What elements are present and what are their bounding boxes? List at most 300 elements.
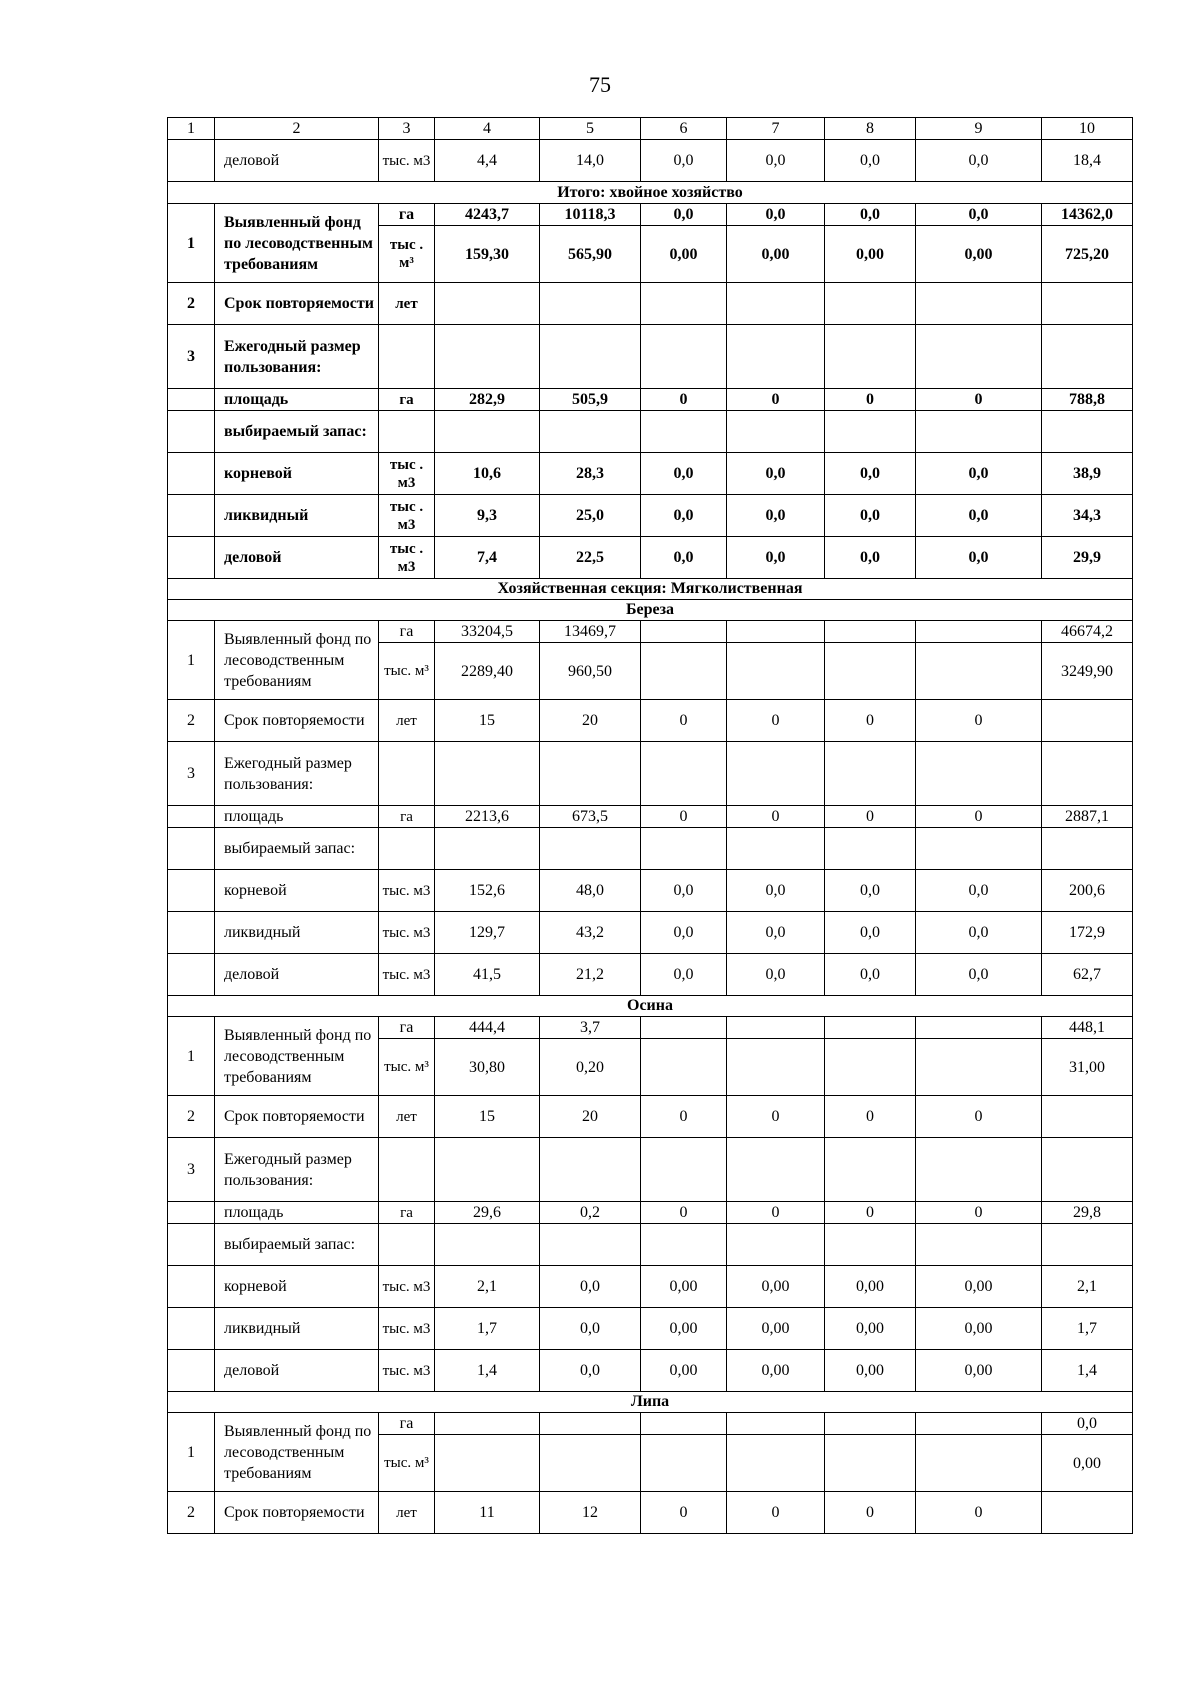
row-number: 2	[168, 700, 215, 742]
value-cell: 0	[825, 806, 916, 828]
unit-cell: тыс . м3	[379, 537, 435, 579]
value-cell: 0,0	[825, 204, 916, 226]
value-cell: 9,3	[435, 495, 540, 537]
table-row	[168, 453, 1133, 495]
value-cell: 0	[916, 389, 1042, 411]
row-number	[168, 1308, 215, 1350]
value-cell: 0,00	[916, 1350, 1042, 1392]
value-cell: 673,5	[540, 806, 641, 828]
section-title: Береза	[168, 600, 1133, 621]
value-cell: 0,0	[727, 912, 825, 954]
value-cell: 30,80	[435, 1039, 540, 1096]
header-cell: 2	[215, 118, 379, 140]
value-cell: 7,4	[435, 537, 540, 579]
value-cell: 1,7	[1042, 1308, 1133, 1350]
section-row	[168, 996, 1133, 1017]
value-cell: 21,2	[540, 954, 641, 996]
value-cell	[825, 1138, 916, 1202]
row-name: Ежегодный размер пользования:	[215, 325, 379, 389]
row-name: корневой	[215, 1266, 379, 1308]
value-cell	[641, 1138, 727, 1202]
value-cell	[727, 1138, 825, 1202]
value-cell	[825, 828, 916, 870]
row-name: Срок повторяемости	[215, 283, 379, 325]
value-cell: 4,4	[435, 140, 540, 182]
unit-cell: га	[379, 204, 435, 226]
unit-cell: тыс. м3	[379, 140, 435, 182]
row-number	[168, 1202, 215, 1224]
value-cell	[1042, 1096, 1133, 1138]
value-cell: 0,0	[641, 954, 727, 996]
row-name: деловой	[215, 954, 379, 996]
row-number	[168, 389, 215, 411]
value-cell: 0	[727, 806, 825, 828]
value-cell: 0,00	[825, 1308, 916, 1350]
table-row	[168, 700, 1133, 742]
value-cell: 0,0	[825, 495, 916, 537]
unit-cell	[379, 325, 435, 389]
value-cell: 0,0	[916, 140, 1042, 182]
value-cell	[916, 325, 1042, 389]
header-cell: 4	[435, 118, 540, 140]
value-cell	[435, 411, 540, 453]
value-cell: 448,1	[1042, 1017, 1133, 1039]
value-cell	[825, 742, 916, 806]
table-row	[168, 1202, 1133, 1224]
row-name: корневой	[215, 870, 379, 912]
value-cell	[916, 1017, 1042, 1039]
unit-cell: лет	[379, 283, 435, 325]
unit-cell: га	[379, 621, 435, 643]
value-cell	[540, 828, 641, 870]
unit-cell	[379, 742, 435, 806]
value-cell	[1042, 742, 1133, 806]
value-cell: 2289,40	[435, 643, 540, 700]
header-cell: 8	[825, 118, 916, 140]
value-cell: 0,00	[825, 1266, 916, 1308]
value-cell: 14,0	[540, 140, 641, 182]
row-number	[168, 140, 215, 182]
header-cell: 7	[727, 118, 825, 140]
value-cell: 18,4	[1042, 140, 1133, 182]
value-cell: 43,2	[540, 912, 641, 954]
value-cell: 48,0	[540, 870, 641, 912]
value-cell: 0,0	[641, 140, 727, 182]
fund-row	[168, 1017, 1133, 1039]
unit-cell	[379, 411, 435, 453]
value-cell	[727, 742, 825, 806]
value-cell	[540, 1138, 641, 1202]
value-cell	[435, 1224, 540, 1266]
section-title: Липа	[168, 1392, 1133, 1413]
value-cell	[641, 1413, 727, 1435]
value-cell: 0,0	[641, 495, 727, 537]
value-cell	[540, 1224, 641, 1266]
row-name: Срок повторяемости	[215, 1096, 379, 1138]
value-cell	[825, 621, 916, 643]
table-row	[168, 912, 1133, 954]
value-cell	[727, 1435, 825, 1492]
section-row	[168, 600, 1133, 621]
value-cell: 0,0	[641, 453, 727, 495]
value-cell: 0,0	[727, 537, 825, 579]
header-row	[168, 118, 1133, 140]
table-row	[168, 495, 1133, 537]
section-title: Итого: хвойное хозяйство	[168, 182, 1133, 204]
unit-cell: тыс. м3	[379, 870, 435, 912]
row-number: 2	[168, 1492, 215, 1534]
row-number: 1	[168, 1017, 215, 1096]
value-cell: 0,0	[825, 954, 916, 996]
value-cell	[435, 1138, 540, 1202]
value-cell: 3249,90	[1042, 643, 1133, 700]
value-cell: 29,9	[1042, 537, 1133, 579]
value-cell: 0,0	[825, 537, 916, 579]
value-cell	[727, 1017, 825, 1039]
value-cell	[916, 1224, 1042, 1266]
value-cell: 0	[825, 1202, 916, 1224]
value-cell: 0,00	[916, 226, 1042, 283]
value-cell: 11	[435, 1492, 540, 1534]
value-cell	[641, 1435, 727, 1492]
table-row	[168, 1350, 1133, 1392]
row-name: выбираемый запас:	[215, 1224, 379, 1266]
value-cell: 0	[727, 1492, 825, 1534]
unit-cell: га	[379, 1413, 435, 1435]
value-cell: 12	[540, 1492, 641, 1534]
value-cell	[916, 1413, 1042, 1435]
table-row	[168, 742, 1133, 806]
value-cell: 200,6	[1042, 870, 1133, 912]
unit-cell	[379, 828, 435, 870]
row-number	[168, 1350, 215, 1392]
value-cell: 565,90	[540, 226, 641, 283]
value-cell: 0,00	[641, 1350, 727, 1392]
value-cell	[727, 1039, 825, 1096]
unit-cell: тыс. м3	[379, 912, 435, 954]
unit-cell: га	[379, 389, 435, 411]
row-name: корневой	[215, 453, 379, 495]
header-cell: 6	[641, 118, 727, 140]
value-cell	[1042, 325, 1133, 389]
value-cell	[916, 411, 1042, 453]
value-cell: 0	[641, 1202, 727, 1224]
value-cell: 444,4	[435, 1017, 540, 1039]
value-cell	[1042, 1138, 1133, 1202]
value-cell	[641, 643, 727, 700]
value-cell: 14362,0	[1042, 204, 1133, 226]
value-cell: 46674,2	[1042, 621, 1133, 643]
value-cell	[1042, 700, 1133, 742]
table-row	[168, 537, 1133, 579]
row-name: Ежегодный размер пользования:	[215, 742, 379, 806]
row-name: деловой	[215, 1350, 379, 1392]
row-number	[168, 1224, 215, 1266]
unit-cell: тыс. м3	[379, 1266, 435, 1308]
value-cell: 0	[916, 1202, 1042, 1224]
value-cell: 0	[641, 806, 727, 828]
header-cell: 5	[540, 118, 641, 140]
value-cell: 0,0	[825, 870, 916, 912]
value-cell: 0,0	[727, 204, 825, 226]
row-number: 1	[168, 204, 215, 283]
value-cell	[540, 1413, 641, 1435]
row-name: выбираемый запас:	[215, 411, 379, 453]
fund-row	[168, 621, 1133, 643]
value-cell: 28,3	[540, 453, 641, 495]
value-cell: 0,00	[727, 226, 825, 283]
header-cell: 10	[1042, 118, 1133, 140]
value-cell	[727, 283, 825, 325]
value-cell: 0,00	[916, 1308, 1042, 1350]
value-cell: 10118,3	[540, 204, 641, 226]
value-cell: 725,20	[1042, 226, 1133, 283]
row-name: Выявленный фонд по лесоводственным требованиям	[215, 1413, 379, 1492]
row-number: 2	[168, 283, 215, 325]
value-cell	[641, 411, 727, 453]
value-cell: 0,0	[1042, 1413, 1133, 1435]
value-cell	[641, 1224, 727, 1266]
value-cell	[641, 621, 727, 643]
value-cell: 0,0	[916, 204, 1042, 226]
value-cell	[540, 742, 641, 806]
value-cell: 29,6	[435, 1202, 540, 1224]
value-cell	[435, 828, 540, 870]
value-cell: 0,0	[825, 140, 916, 182]
value-cell: 0	[916, 1492, 1042, 1534]
value-cell: 0,0	[540, 1350, 641, 1392]
value-cell: 152,6	[435, 870, 540, 912]
value-cell: 3,7	[540, 1017, 641, 1039]
value-cell	[435, 1413, 540, 1435]
value-cell: 0	[916, 1096, 1042, 1138]
table-row	[168, 1224, 1133, 1266]
value-cell: 0	[916, 806, 1042, 828]
value-cell	[825, 1039, 916, 1096]
row-name: Срок повторяемости	[215, 700, 379, 742]
row-number: 3	[168, 742, 215, 806]
value-cell: 0,0	[916, 954, 1042, 996]
value-cell: 505,9	[540, 389, 641, 411]
forest-use-table	[167, 117, 1133, 1534]
value-cell: 0,00	[641, 1308, 727, 1350]
table-row	[168, 283, 1133, 325]
table-row	[168, 806, 1133, 828]
value-cell	[727, 325, 825, 389]
value-cell: 0,0	[916, 495, 1042, 537]
value-cell: 2887,1	[1042, 806, 1133, 828]
value-cell	[641, 1017, 727, 1039]
header-cell: 1	[168, 118, 215, 140]
value-cell	[825, 1413, 916, 1435]
value-cell	[435, 1435, 540, 1492]
value-cell: 10,6	[435, 453, 540, 495]
value-cell: 0	[825, 700, 916, 742]
value-cell: 0,0	[825, 912, 916, 954]
row-name: Выявленный фонд по лесоводственным требованиям	[215, 621, 379, 700]
value-cell: 0,0	[727, 453, 825, 495]
value-cell: 0	[825, 1492, 916, 1534]
row-number: 3	[168, 1138, 215, 1202]
row-number: 2	[168, 1096, 215, 1138]
value-cell	[916, 1039, 1042, 1096]
value-cell: 41,5	[435, 954, 540, 996]
value-cell: 0	[641, 389, 727, 411]
value-cell	[727, 643, 825, 700]
value-cell	[916, 621, 1042, 643]
fund-row	[168, 204, 1133, 226]
value-cell: 0	[727, 1096, 825, 1138]
value-cell: 0,00	[825, 1350, 916, 1392]
value-cell: 159,30	[435, 226, 540, 283]
value-cell	[825, 1435, 916, 1492]
unit-cell: лет	[379, 1492, 435, 1534]
value-cell: 282,9	[435, 389, 540, 411]
value-cell: 0,0	[916, 870, 1042, 912]
header-cell: 3	[379, 118, 435, 140]
row-number: 1	[168, 621, 215, 700]
value-cell	[540, 411, 641, 453]
value-cell	[916, 643, 1042, 700]
row-name: ликвидный	[215, 495, 379, 537]
unit-cell: тыс. м³	[379, 643, 435, 700]
section-title: Хозяйственная секция: Мягколиственная	[168, 579, 1133, 600]
header-cell: 9	[916, 118, 1042, 140]
value-cell	[435, 325, 540, 389]
unit-cell: га	[379, 806, 435, 828]
value-cell	[641, 828, 727, 870]
value-cell: 0,0	[540, 1266, 641, 1308]
value-cell	[825, 1017, 916, 1039]
row-name: деловой	[215, 537, 379, 579]
value-cell	[825, 283, 916, 325]
value-cell	[916, 283, 1042, 325]
value-cell: 0	[727, 389, 825, 411]
row-name: Срок повторяемости	[215, 1492, 379, 1534]
value-cell	[825, 643, 916, 700]
value-cell	[916, 828, 1042, 870]
value-cell: 0	[641, 1096, 727, 1138]
value-cell: 0,00	[825, 226, 916, 283]
table-row	[168, 954, 1133, 996]
row-number	[168, 828, 215, 870]
value-cell: 960,50	[540, 643, 641, 700]
value-cell: 1,4	[435, 1350, 540, 1392]
value-cell: 2213,6	[435, 806, 540, 828]
value-cell	[641, 325, 727, 389]
unit-cell	[379, 1138, 435, 1202]
value-cell	[825, 325, 916, 389]
table-row	[168, 1492, 1133, 1534]
row-name: Выявленный фонд по лесоводственным требованиям	[215, 204, 379, 283]
row-name: ликвидный	[215, 912, 379, 954]
value-cell: 0,2	[540, 1202, 641, 1224]
value-cell: 0	[727, 1202, 825, 1224]
value-cell: 0,0	[540, 1308, 641, 1350]
value-cell	[1042, 828, 1133, 870]
value-cell: 0,0	[641, 870, 727, 912]
value-cell	[727, 621, 825, 643]
value-cell: 0,00	[641, 1266, 727, 1308]
value-cell	[1042, 283, 1133, 325]
row-number	[168, 537, 215, 579]
value-cell: 0,00	[727, 1350, 825, 1392]
value-cell: 31,00	[1042, 1039, 1133, 1096]
row-name: деловой	[215, 140, 379, 182]
value-cell: 25,0	[540, 495, 641, 537]
table-row	[168, 1308, 1133, 1350]
row-name: выбираемый запас:	[215, 828, 379, 870]
table-row	[168, 1138, 1133, 1202]
row-number	[168, 954, 215, 996]
unit-cell: тыс. м3	[379, 1350, 435, 1392]
unit-cell	[379, 1224, 435, 1266]
unit-cell: тыс. м³	[379, 1039, 435, 1096]
value-cell	[641, 1039, 727, 1096]
value-cell	[727, 1413, 825, 1435]
value-cell: 0,20	[540, 1039, 641, 1096]
value-cell	[641, 283, 727, 325]
value-cell	[540, 1435, 641, 1492]
value-cell: 0,0	[641, 204, 727, 226]
value-cell: 788,8	[1042, 389, 1133, 411]
value-cell	[435, 283, 540, 325]
value-cell: 20	[540, 1096, 641, 1138]
row-number	[168, 912, 215, 954]
unit-cell: га	[379, 1202, 435, 1224]
fund-row	[168, 1413, 1133, 1435]
row-number: 1	[168, 1413, 215, 1492]
section-title: Осина	[168, 996, 1133, 1017]
value-cell: 0,00	[1042, 1435, 1133, 1492]
row-number	[168, 870, 215, 912]
unit-cell: тыс . м3	[379, 453, 435, 495]
row-number: 3	[168, 325, 215, 389]
value-cell	[540, 283, 641, 325]
table-row	[168, 828, 1133, 870]
table-row	[168, 389, 1133, 411]
value-cell: 0	[641, 700, 727, 742]
value-cell: 0,0	[727, 140, 825, 182]
value-cell	[916, 1138, 1042, 1202]
value-cell: 0,00	[641, 226, 727, 283]
value-cell: 22,5	[540, 537, 641, 579]
table-row	[168, 140, 1133, 182]
row-number	[168, 1266, 215, 1308]
row-number	[168, 495, 215, 537]
section-row	[168, 579, 1133, 600]
value-cell: 0,0	[641, 537, 727, 579]
unit-cell: лет	[379, 1096, 435, 1138]
unit-cell: тыс. м3	[379, 954, 435, 996]
value-cell	[727, 828, 825, 870]
row-number	[168, 453, 215, 495]
value-cell: 0,0	[916, 912, 1042, 954]
table-row	[168, 411, 1133, 453]
value-cell: 34,3	[1042, 495, 1133, 537]
value-cell: 1,4	[1042, 1350, 1133, 1392]
value-cell: 29,8	[1042, 1202, 1133, 1224]
value-cell: 0,0	[727, 954, 825, 996]
table-row	[168, 1096, 1133, 1138]
value-cell: 0,00	[727, 1266, 825, 1308]
row-name: площадь	[215, 389, 379, 411]
row-name: Выявленный фонд по лесоводственным требованиям	[215, 1017, 379, 1096]
value-cell: 0,0	[727, 495, 825, 537]
value-cell: 20	[540, 700, 641, 742]
table-row	[168, 325, 1133, 389]
value-cell: 172,9	[1042, 912, 1133, 954]
